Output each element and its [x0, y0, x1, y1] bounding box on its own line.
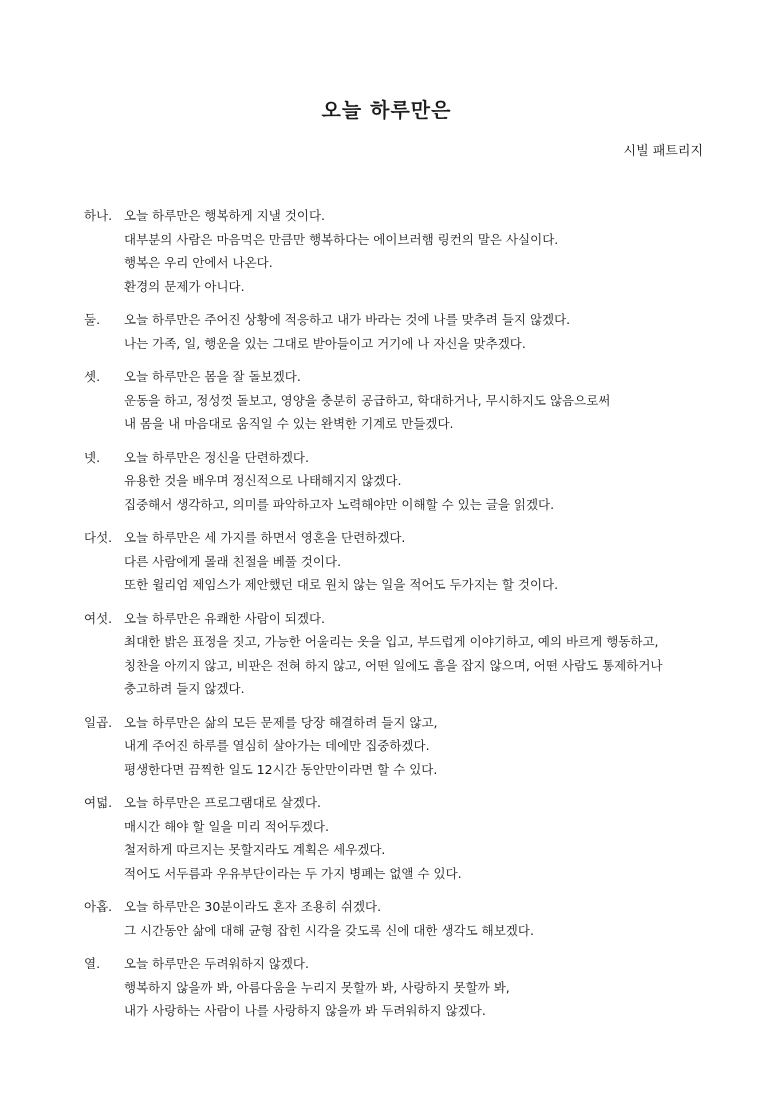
- section-heading-line: 오늘 하루만은 삶의 모든 문제를 당장 해결하려 들지 않고,: [124, 714, 438, 730]
- section-heading-line: 오늘 하루만은 유쾌한 사람이 되겠다.: [124, 610, 325, 626]
- section-number: 하나.: [84, 208, 113, 223]
- section-body-line: 평생한다면 끔찍한 일도 12시간 동안만이라면 할 수 있다.: [124, 761, 438, 777]
- section-body-line: 최대한 밝은 표정을 짓고, 가능한 어울리는 옷을 입고, 부드럽게 이야기하고, 예의 바르게 행동하고,: [124, 634, 659, 649]
- section-body-line: 적어도 서두름과 우유부단이라는 두 가지 병폐는 없앨 수 있다.: [124, 865, 462, 881]
- section-item: [84, 791, 724, 885]
- section-body-line: 나는 가족, 일, 행운을 있는 그대로 받아들이고 거기에 나 자신을 맞추겠다.: [124, 335, 526, 351]
- section-lines: [124, 711, 724, 782]
- section-item: [84, 446, 724, 517]
- section-body-line: 매시간 해야 할 일을 미리 적어두겠다.: [124, 818, 329, 834]
- section-body-line: 내가 사랑하는 사람이 나를 사랑하지 않을까 봐 두려워하지 않겠다.: [124, 1003, 486, 1018]
- section-heading-line: 오늘 하루만은 두려워하지 않겠다.: [124, 956, 309, 971]
- section-number: 둘.: [84, 312, 101, 327]
- section-lines: [124, 895, 724, 942]
- section-lines: [124, 204, 724, 298]
- section-body-line: 내게 주어진 하루를 열심히 살아가는 데에만 집중하겠다.: [124, 738, 430, 753]
- section-item: [84, 607, 724, 701]
- section-lines: [124, 791, 724, 885]
- section-heading-line: 오늘 하루만은 30분이라도 혼자 조용히 쉬겠다.: [124, 899, 382, 914]
- section-number: 아홉.: [84, 899, 113, 914]
- section-body-line: 다른 사람에게 몰래 친절을 베풀 것이다.: [124, 553, 342, 569]
- section-item: [84, 526, 724, 597]
- section-lines: [124, 308, 724, 355]
- section-lines: [124, 607, 724, 701]
- section-number: 셋.: [84, 369, 101, 384]
- section-body-line: 행복은 우리 안에서 나온다.: [124, 255, 273, 270]
- section-heading-line: 오늘 하루만은 몸을 잘 돌보겠다.: [124, 369, 301, 384]
- section-body-line: 또한 윌리엄 제임스가 제안했던 대로 원치 않는 일을 적어도 두가지는 할 것이다.: [124, 577, 559, 592]
- section-heading-line: 오늘 하루만은 정신을 단련하겠다.: [124, 449, 309, 465]
- section-body-line: 운동을 하고, 정성껏 돌보고, 영양을 충분히 공급하고, 학대하거나, 무시하지도 않음으로써: [124, 392, 611, 408]
- section-number: 넷.: [84, 449, 101, 465]
- section-body-line: 환경의 문제가 아니다.: [124, 278, 245, 294]
- section-item: [84, 365, 724, 436]
- section-body-line: 그 시간동안 삶에 대해 균형 잡힌 시각을 갖도록 신에 대한 생각도 해보겠다.: [124, 922, 534, 938]
- section-item: [84, 895, 724, 942]
- section-body-line: 집중해서 생각하고, 의미를 파악하고자 노력해야만 이해할 수 있는 글을 읽겠다.: [124, 496, 555, 512]
- section-lines: [124, 952, 724, 1023]
- section-lines: [124, 365, 724, 436]
- author-name: 시빌 패트리지: [623, 144, 703, 159]
- section-number: 다섯.: [84, 530, 113, 545]
- section-number: 일곱.: [84, 714, 113, 730]
- section-number: 여덟.: [84, 795, 113, 810]
- section-number: 열.: [84, 956, 101, 971]
- section-lines: [124, 526, 724, 597]
- section-item: [84, 711, 724, 782]
- section-body-line: 충고하려 들지 않겠다.: [124, 681, 245, 696]
- section-body-line: 대부분의 사람은 마음먹은 만큼만 행복하다는 에이브러햄 링컨의 말은 사실이다.: [124, 231, 559, 247]
- section-item: [84, 308, 724, 355]
- section-heading-line: 오늘 하루만은 주어진 상황에 적응하고 내가 바라는 것에 나를 맞추려 들지 않겠다.: [124, 312, 571, 327]
- page-title: 오늘 하루만은: [321, 98, 452, 122]
- section-item: [84, 952, 724, 1023]
- section-number: 여섯.: [84, 610, 113, 626]
- section-body-line: 유용한 것을 배우며 정신적으로 나태해지지 않겠다.: [124, 473, 402, 488]
- section-item: [84, 204, 724, 298]
- section-body-line: 칭찬을 아끼지 않고, 비판은 전혀 하지 않고, 어떤 일에도 흠을 잡지 않으며, 어떤 사람도 통제하거나: [124, 657, 663, 673]
- section-body-line: 행복하지 않을까 봐, 아름다움을 누리지 못할까 봐, 사랑하지 못할까 봐,: [124, 979, 510, 995]
- section-body-line: 철저하게 따르지는 못할지라도 계획은 세우겠다.: [124, 842, 386, 857]
- section-body-line: 내 몸을 내 마음대로 움직일 수 있는 완벽한 기계로 만들겠다.: [124, 416, 454, 431]
- section-heading-line: 오늘 하루만은 행복하게 지낼 것이다.: [124, 208, 325, 223]
- section-heading-line: 오늘 하루만은 프로그램대로 살겠다.: [124, 795, 322, 810]
- section-heading-line: 오늘 하루만은 세 가지를 하면서 영혼을 단련하겠다.: [124, 530, 406, 545]
- sections-list: [84, 204, 724, 1033]
- section-lines: [124, 446, 724, 517]
